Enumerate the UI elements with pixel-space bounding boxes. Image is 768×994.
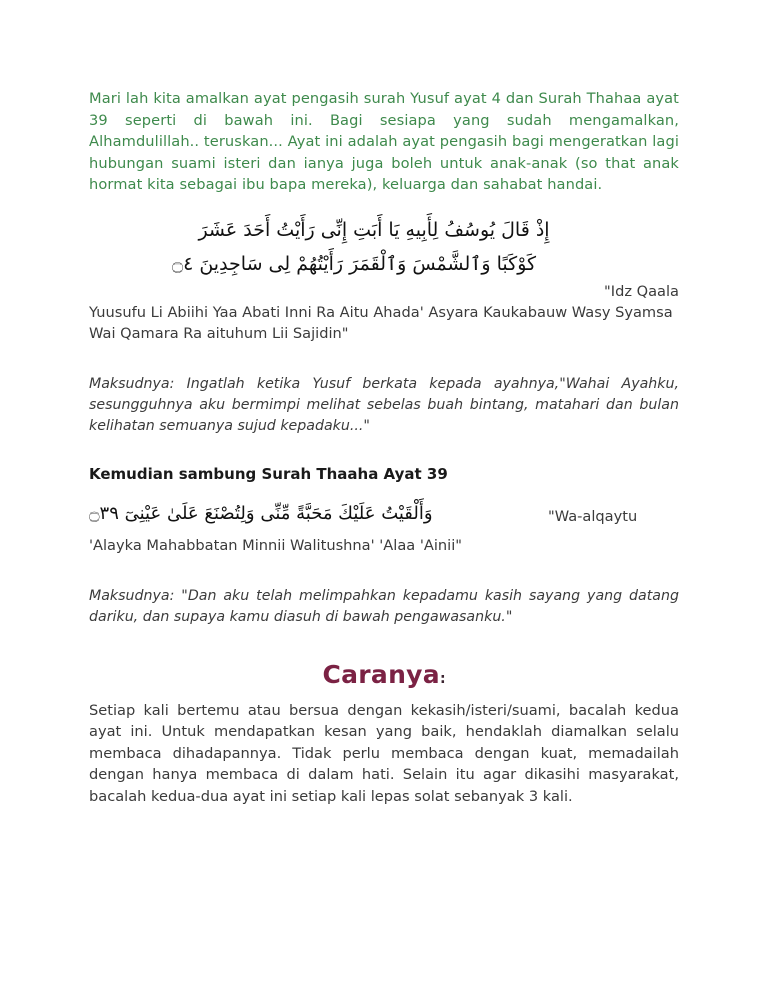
transliteration-body-thaaha: 'Alayka Mahabbatan Minnii Walitushna' 'Alaa 'Ainii": [89, 536, 462, 554]
instructions-heading: Caranya: [322, 659, 440, 689]
quran-verse-thaaha-39: [89, 499, 679, 531]
meaning-thaaha: Maksudnya: "Dan aku telah melimpahkan kepadamu kasih sayang yang datang dariku, dan supaya kamu diasuh di bawah pengawasanku.": [89, 587, 679, 625]
transliteration-head-thaaha: "Wa-alqaytu: [548, 507, 638, 525]
intro-paragraph: Mari lah kita amalkan ayat pengasih surah Yusuf ayat 4 dan Surah Thahaa ayat 39 seperti di bawah ini. Bagi sesiapa yang sudah mengamalkan, Alhamdulillah.. teruskan... Ayat ini adalah ayat pengasih bagi mengeratkan lagi hubungan suami isteri dan ianya juga boleh untuk anak-anak (so that anak hormat kita sebagai ibu bapa mereka), keluarga dan sahabat handai.: [89, 90, 679, 193]
instructions-heading-wrap: [89, 660, 679, 690]
transliteration-head-yusuf: "Idz Qaala: [604, 282, 679, 300]
meaning-yusuf: Maksudnya: Ingatlah ketika Yusuf berkata kepada ayahnya,"Wahai Ayahku, sesungguhnya aku bermimpi melihat sebelas buah bintang, matahari dan bulan kelihatan semuanya sujud kepadaku...": [89, 375, 679, 434]
instructions-paragraph: Setiap kali bertemu atau bersua dengan kekasih/isteri/suami, bacalah kedua ayat ini. Untuk mendapatkan kesan yang baik, hendaklah diamalkan selalu membaca dihadapannya. Tidak perlu membaca dengan kuat, memadailah dengan hanya membaca di dalam hati. Selain itu agar dikasihi masyarakat, bacalah kedua-dua ayat ini setiap kali lepas solat sebanyak 3 kali.: [89, 701, 679, 805]
document-content: [89, 88, 679, 807]
transliteration-body-yusuf: Yuusufu Li Abiihi Yaa Abati Inni Ra Aitu Ahada' Asyara Kaukabauw Wasy Syamsa Wai Qamara Ra aituhum Lii Sajidin": [89, 303, 673, 342]
quran-verse-yusuf-4: [89, 213, 679, 281]
subheading-thaaha: Kemudian sambung Surah Thaaha Ayat 39: [89, 464, 448, 483]
arabic-verse-line-1: إِذْ قَالَ يُوسُفُ لِأَبِيهِ يَا أَبَتِ إِنِّى رَأَيْتُ أَحَدَ عَشَرَ: [198, 218, 550, 241]
instructions-heading-colon: :: [439, 670, 446, 687]
arabic-verse-line-2: كَوْكَبًا وَٱلشَّمْسَ وَٱلْقَمَرَ رَأَيْتُهُمْ لِى سَاجِدِينَ ۝٤: [171, 252, 537, 275]
arabic-verse-thaaha-line: وَأَلْقَيْتُ عَلَيْكَ مَحَبَّةً مِّنِّى وَلِتُصْنَعَ عَلَىٰ عَيْنِىٓ ۝٣٩: [89, 502, 433, 524]
